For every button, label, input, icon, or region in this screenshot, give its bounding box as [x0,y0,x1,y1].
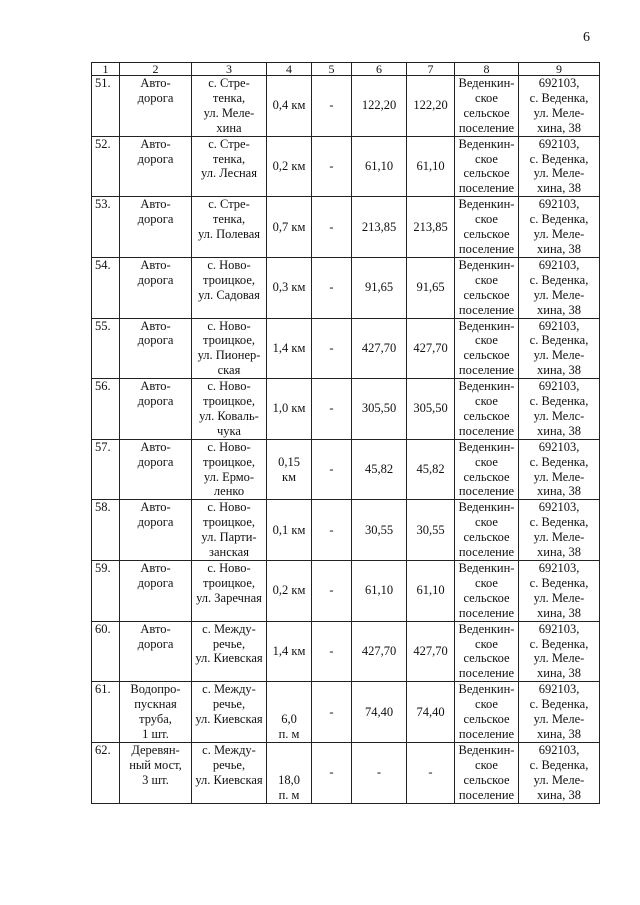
column7-cell: 74,40 [407,682,455,743]
address-cell: с. Ново- троицкое, ул. Коваль- чука [192,379,267,440]
address-cell: с. Ново- троицкое, ул. Пионер- ская [192,318,267,379]
address-cell: с. Ново- троицкое, ул. Парти- занская [192,500,267,561]
table-row [92,500,600,561]
table-row [92,318,600,379]
table-row [92,682,600,743]
column6-cell: 305,50 [352,379,407,440]
address-cell: с. Стре- тенка, ул. Меле- хина [192,76,267,137]
column7-cell: 45,82 [407,439,455,500]
address-cell: с. Ново- троицкое, ул. Ермо- ленко [192,439,267,500]
row-number-cell: 54. [92,257,120,318]
length-cell: 0,2 км [267,136,312,197]
postal-address-cell: 692103, с. Веденка, ул. Меле- хина, 38 [519,197,600,258]
header-cell: 1 [92,63,120,76]
column6-cell: 213,85 [352,197,407,258]
owner-cell: Веденкин- ское сельское поселение [455,379,519,440]
length-cell: 0,1 км [267,500,312,561]
owner-cell: Веденкин- ское сельское поселение [455,136,519,197]
postal-address-cell: 692103, с. Веденка, ул. Меле- хина, 38 [519,682,600,743]
postal-address-cell: 692103, с. Веденка, ул. Меле- хина, 38 [519,439,600,500]
row-number-cell: 53. [92,197,120,258]
header-cell: 8 [455,63,519,76]
column6-cell: - [352,742,407,803]
owner-cell: Веденкин- ское сельское поселение [455,500,519,561]
column6-cell: 427,70 [352,318,407,379]
owner-cell: Веденкин- ское сельское поселение [455,439,519,500]
address-cell: с. Стре- тенка, ул. Лесная [192,136,267,197]
column7-cell: 427,70 [407,621,455,682]
page-number: 6 [583,30,590,45]
length-cell: 1,4 км [267,318,312,379]
owner-cell: Веденкин- ское сельское поселение [455,742,519,803]
table-row [92,379,600,440]
column5-cell: - [312,439,352,500]
column5-cell: - [312,318,352,379]
column7-cell: 61,10 [407,136,455,197]
object-name-cell: Водопро- пускная труба, 1 шт. [120,682,192,743]
column7-cell: 213,85 [407,197,455,258]
column5-cell: - [312,742,352,803]
column7-cell: 122,20 [407,76,455,137]
column5-cell: - [312,682,352,743]
length-cell: 0,15 км [267,439,312,500]
object-name-cell: Авто- дорога [120,136,192,197]
postal-address-cell: 692103, с. Веденка, ул. Меле- хина, 38 [519,500,600,561]
object-name-cell: Авто- дорога [120,76,192,137]
address-cell: с. Ново- троицкое, ул. Заречная [192,561,267,622]
header-cell: 9 [519,63,600,76]
object-name-cell: Авто- дорога [120,561,192,622]
column7-cell: 30,55 [407,500,455,561]
row-number-cell: 57. [92,439,120,500]
column6-cell: 61,10 [352,136,407,197]
column7-cell: 61,10 [407,561,455,622]
row-number-cell: 62. [92,742,120,803]
row-number-cell: 58. [92,500,120,561]
column6-cell: 74,40 [352,682,407,743]
header-row [92,63,600,76]
column5-cell: - [312,561,352,622]
length-cell: 6,0 п. м [267,682,312,743]
address-cell: с. Между- речье, ул. Киевская [192,742,267,803]
table-row [92,742,600,803]
header-cell: 4 [267,63,312,76]
owner-cell: Веденкин- ское сельское поселение [455,76,519,137]
column6-cell: 91,65 [352,257,407,318]
column7-cell: 305,50 [407,379,455,440]
object-name-cell: Авто- дорога [120,439,192,500]
row-number-cell: 59. [92,561,120,622]
header-cell: 6 [352,63,407,76]
length-cell: 0,2 км [267,561,312,622]
owner-cell: Веденкин- ское сельское поселение [455,682,519,743]
column5-cell: - [312,257,352,318]
column6-cell: 427,70 [352,621,407,682]
owner-cell: Веденкин- ское сельское поселение [455,621,519,682]
table-row [92,561,600,622]
table-row [92,197,600,258]
row-number-cell: 52. [92,136,120,197]
row-number-cell: 60. [92,621,120,682]
column5-cell: - [312,500,352,561]
length-cell: 0,4 км [267,76,312,137]
owner-cell: Веденкин- ское сельское поселение [455,318,519,379]
header-cell: 2 [120,63,192,76]
table-row [92,136,600,197]
column7-cell: 91,65 [407,257,455,318]
column5-cell: - [312,197,352,258]
owner-cell: Веденкин- ское сельское поселение [455,257,519,318]
header-cell: 7 [407,63,455,76]
owner-cell: Веденкин- ское сельское поселение [455,561,519,622]
column5-cell: - [312,379,352,440]
header-cell: 5 [312,63,352,76]
object-name-cell: Авто- дорога [120,500,192,561]
address-cell: с. Между- речье, ул. Киевская [192,621,267,682]
column7-cell: 427,70 [407,318,455,379]
object-name-cell: Авто- дорога [120,318,192,379]
postal-address-cell: 692103, с. Веденка, ул. Меле- хина, 38 [519,136,600,197]
object-name-cell: Деревян- ный мост, 3 шт. [120,742,192,803]
row-number-cell: 51. [92,76,120,137]
property-table [91,62,600,804]
column6-cell: 30,55 [352,500,407,561]
owner-cell: Веденкин- ское сельское поселение [455,197,519,258]
object-name-cell: Авто- дорога [120,257,192,318]
object-name-cell: Авто- дорога [120,197,192,258]
row-number-cell: 56. [92,379,120,440]
length-cell: 1,4 км [267,621,312,682]
column5-cell: - [312,621,352,682]
column5-cell: - [312,76,352,137]
table-row [92,439,600,500]
postal-address-cell: 692103, с. Веденка, ул. Меле- хина, 38 [519,257,600,318]
postal-address-cell: 692103, с. Веденка, ул. Меле- хина, 38 [519,621,600,682]
address-cell: с. Стре- тенка, ул. Полевая [192,197,267,258]
column5-cell: - [312,136,352,197]
length-cell: 0,7 км [267,197,312,258]
length-cell: 0,3 км [267,257,312,318]
object-name-cell: Авто- дорога [120,621,192,682]
postal-address-cell: 692103, с. Веденка, ул. Мелс- хина, 38 [519,379,600,440]
postal-address-cell: 692103, с. Веденка, ул. Меле- хина, 38 [519,742,600,803]
length-cell: 18,0 п. м [267,742,312,803]
address-cell: с. Между- речье, ул. Киевская [192,682,267,743]
table-row [92,76,600,137]
table-row [92,621,600,682]
length-cell: 1,0 км [267,379,312,440]
postal-address-cell: 692103, с. Веденка, ул. Меле- хина, 38 [519,76,600,137]
column6-cell: 45,82 [352,439,407,500]
row-number-cell: 61. [92,682,120,743]
row-number-cell: 55. [92,318,120,379]
column6-cell: 122,20 [352,76,407,137]
table-row [92,257,600,318]
object-name-cell: Авто- дорога [120,379,192,440]
address-cell: с. Ново- троицкое, ул. Садовая [192,257,267,318]
postal-address-cell: 692103, с. Веденка, ул. Меле- хина, 38 [519,318,600,379]
postal-address-cell: 692103, с. Веденка, ул. Меле- хина, 38 [519,561,600,622]
column6-cell: 61,10 [352,561,407,622]
header-cell: 3 [192,63,267,76]
column7-cell: - [407,742,455,803]
